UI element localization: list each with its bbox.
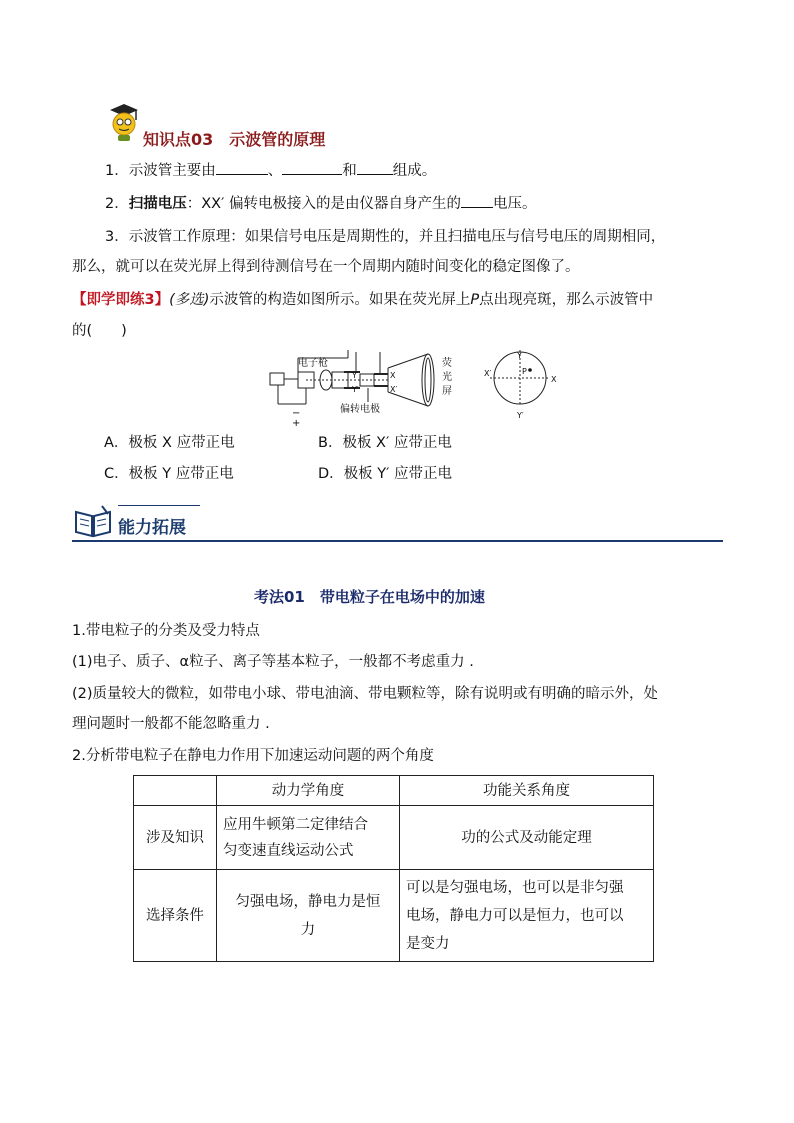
y2-plate-label: Y′ [352,385,359,394]
x-plate-label: X [390,371,396,380]
table-header-cell: 动力学角度 [217,776,400,806]
oscilloscope-diagram [268,348,558,428]
body-p4: 2.分析带电粒子在静电力作用下加速运动问题的两个角度 [72,748,434,764]
exercise-label: 【即学即练3】 [72,292,170,308]
exercise-stem: 【即学即练3】(多选)示波管的构造如图所示。如果在荧光屏上P点出现亮斑，那么示波管中 [72,292,654,308]
p-spot [528,368,532,372]
comparison-table [133,775,654,962]
option-a[interactable]: A．极板 X 应带正电 [104,435,235,451]
table-row-label: 选择条件 [134,870,217,962]
screen-x2-label: X′ [484,369,492,378]
table-cell: 匀强电场，静电力是恒 力 [217,870,400,962]
screen-label-2: 光 [442,372,452,383]
table-row-label: 涉及知识 [134,806,217,870]
option-c[interactable]: C．极板 Y 应带正电 [104,466,234,482]
exercise-stem-line2: 的( ) [72,323,127,339]
table-cell: 应用牛顿第二定律结合 匀变速直线运动公式 [217,806,400,870]
body-p2: (1)电子、质子、α粒子、离子等基本粒子，一般都不考虑重力 . [72,654,474,670]
body-p3-line2: 理问题时一般都不能忽略重力 . [72,716,270,732]
item-3-line1: 3．示波管工作原理：如果信号电压是周期性的，并且扫描电压与信号电压的周期相同， [105,229,666,245]
book-icon [72,504,114,538]
minus-sign: − [292,408,301,419]
body-p3-line1: (2)质量较大的微粒，如带电小球、带电油滴、带电颗粒等，除有说明或有明确的暗示外，处 [72,686,659,702]
table-row [134,806,654,870]
table-header-row [134,776,654,806]
y-plate-label: Y [352,371,357,380]
blank [357,160,393,175]
screen-y2-label: Y′ [517,411,524,420]
screen-x-label: X [551,375,557,384]
blank [282,160,342,175]
table-cell: 功的公式及动能定理 [400,806,654,870]
deflect-label: 偏转电极 [340,404,380,415]
item-3-line2: 那么，就可以在荧光屏上得到待测信号在一个周期内随时间变化的稳定图像了。 [72,259,580,275]
plus-sign: + [292,418,301,428]
capability-title: 能力拓展 [118,518,186,538]
screen-label-3: 屏 [442,386,452,397]
blank [216,160,268,175]
screen-y-label: Y [517,351,522,360]
section-title: 知识点03 示波管的原理 [143,130,326,149]
table-cell: 可以是匀强电场，也可以是非匀强 电场，静电力可以是恒力，也可以 是变力 [400,870,654,962]
p-label: P [522,367,527,376]
capability-rule [72,540,723,542]
blank [461,193,493,208]
item-1: 1．示波管主要由 、 和 组成。 [105,160,436,182]
item-2: 2．扫描电压：XX′ 偏转电极接入的是由仪器自身产生的 电压。 [105,193,537,215]
gun-label: 电子枪 [298,358,328,369]
x2-plate-label: X′ [390,385,398,394]
body-p1: 1.带电粒子的分类及受力特点 [72,623,260,639]
table-header-cell: 功能关系角度 [400,776,654,806]
screen-label-1: 荧 [442,358,452,369]
option-b[interactable]: B．极板 X′ 应带正电 [318,435,452,451]
method-title: 考法01 带电粒子在电场中的加速 [254,588,485,606]
table-header-cell [134,776,217,806]
scholar-icon [106,100,142,144]
option-d[interactable]: D．极板 Y′ 应带正电 [318,466,453,482]
table-row [134,870,654,962]
capability-top-line [118,505,200,506]
